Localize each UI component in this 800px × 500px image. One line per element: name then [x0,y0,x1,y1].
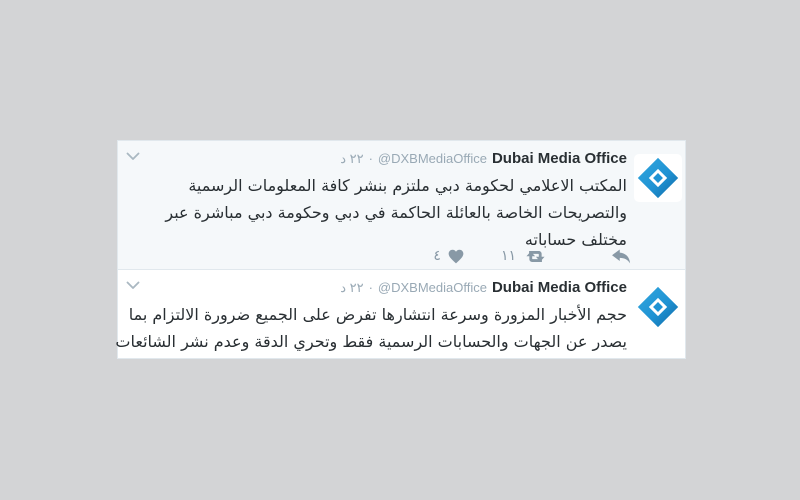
display-name[interactable]: Dubai Media Office [491,150,627,167]
tweet-card[interactable] [117,140,686,270]
header-separator: · [368,280,373,295]
tweet-text-line: حجم الأخبار المزورة وسرعة انتشارها تفرض على الجميع ضرورة الالتزام بما [128,305,627,324]
tweet-timestamp[interactable]: ٢٢ د [340,280,364,295]
like-button[interactable] [433,248,465,264]
tweet-timestamp[interactable]: ٢٢ د [340,151,364,166]
heart-icon [447,248,465,264]
like-count: ٤ [433,248,441,264]
tweet-timeline [117,140,686,359]
tweet-content [115,270,685,355]
dmo-diamond-logo-shape [638,287,678,327]
tweet-card[interactable] [117,270,686,359]
tweet-text [115,301,627,355]
header-separator: · [368,151,373,166]
chevron-down-icon[interactable] [126,152,140,161]
reply-arrow-icon [611,249,632,264]
user-handle[interactable]: @DXBMediaOffice [377,280,487,295]
avatar[interactable] [634,283,682,331]
display-name[interactable]: Dubai Media Office [491,279,627,296]
reply-button[interactable] [611,249,632,264]
tweet-text-line: والتصريحات الخاصة بالعائلة الحاكمة في دبي وحكومة دبي مباشرة عبر [165,203,627,222]
dmo-diamond-logo-shape [638,158,678,198]
tweet-action-bar [128,246,632,266]
avatar[interactable] [634,154,682,202]
user-handle[interactable]: @DXBMediaOffice [377,151,487,166]
tweet-text [128,172,627,253]
retweet-count: ١١ [500,248,516,264]
retweet-button[interactable] [501,248,549,265]
tweet-header [128,150,627,168]
chevron-down-icon[interactable] [126,281,140,290]
tweet-text-line: يصدر عن الجهات والحسابات الرسمية فقط وتحري الدقة وعدم نشر الشائعات [115,332,627,351]
tweet-content [118,141,685,253]
tweet-header [128,279,627,297]
retweet-arrows-icon [522,248,549,265]
tweet-text-line: المكتب الاعلامي لحكومة دبي ملتزم بنشر كافة المعلومات الرسمية [188,176,627,195]
tweet-text-line: مختلف حساباته [524,230,627,249]
